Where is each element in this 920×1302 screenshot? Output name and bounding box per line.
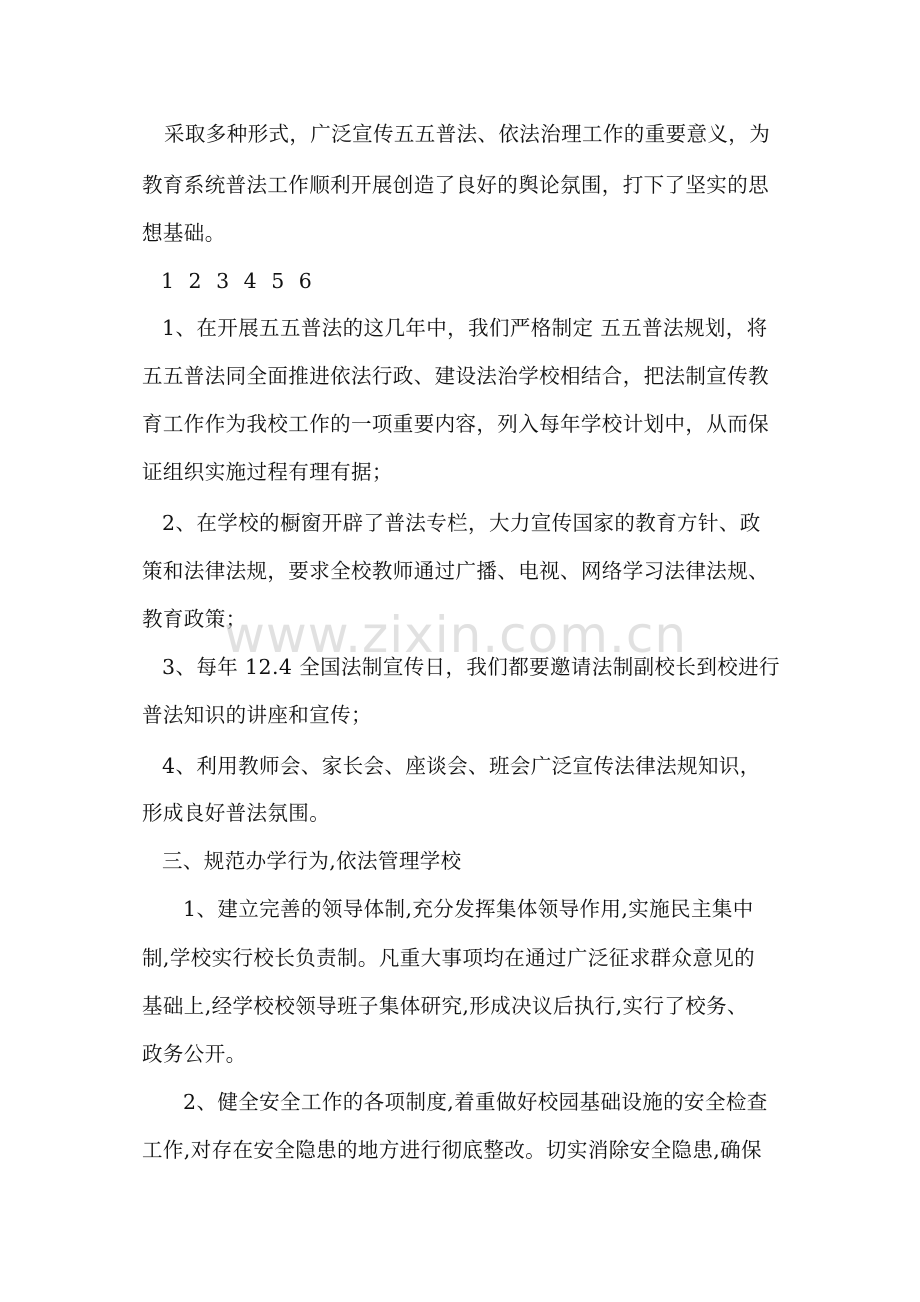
text-line: 制,学校实行校长负责制。凡重大事项均在通过广泛征求群众意见的 [142, 946, 756, 970]
text-line: 证组织实施过程有理有据； [142, 460, 393, 484]
text-line: 1 2 3 4 5 6 [161, 269, 316, 293]
text-line: 教育系统普法工作顺利开展创造了良好的舆论氛围，打下了坚实的思 [142, 173, 769, 197]
watermark: www.zixin.com.cn [224, 606, 688, 664]
text-line: 普法知识的讲座和宣传； [142, 703, 372, 727]
text-line: 基础上,经学校校领导班子集体研究,形成决议后执行,实行了校务、 [142, 994, 748, 1018]
text-line: 政务公开。 [142, 1042, 247, 1066]
text-line: 2、在学校的橱窗开辟了普法专栏，大力宣传国家的教育方针、政 [162, 511, 761, 535]
text-line: 工作,对存在安全隐患的地方进行彻底整改。切实消除安全隐患,确保 [142, 1138, 762, 1162]
text-line: 1、建立完善的领导体制,充分发挥集体领导作用,实施民主集中 [183, 897, 754, 921]
text-line: 采取多种形式，广泛宣传五五普法、依法治理工作的重要意义，为 [164, 122, 771, 146]
text-line: 想基础。 [142, 221, 226, 245]
text-line: 育工作作为我校工作的一项重要内容，列入每年学校计划中，从而保 [142, 412, 769, 436]
text-line: 五五普法同全面推进依法行政、建设法治学校相结合，把法制宣传教 [142, 364, 769, 388]
text-line: 2、健全安全工作的各项制度,着重做好校园基础设施的安全检查 [183, 1090, 768, 1114]
text-line: 1、在开展五五普法的这几年中，我们严格制定 五五普法规划，将 [162, 316, 768, 340]
section-heading: 三、规范办学行为,依法管理学校 [162, 849, 462, 873]
text-line: 4、利用教师会、家长会、座谈会、班会广泛宣传法律法规知识， [162, 754, 761, 778]
text-line: 3、每年 12.4 全国法制宣传日，我们都要邀请法制副校长到校进行 [162, 655, 780, 679]
text-line: 教育政策； [142, 607, 247, 631]
text-line: 策和法律法规，要求全校教师通过广播、电视、网络学习法律法规、 [142, 559, 769, 583]
text-line: 形成良好普法氛围。 [142, 801, 331, 825]
